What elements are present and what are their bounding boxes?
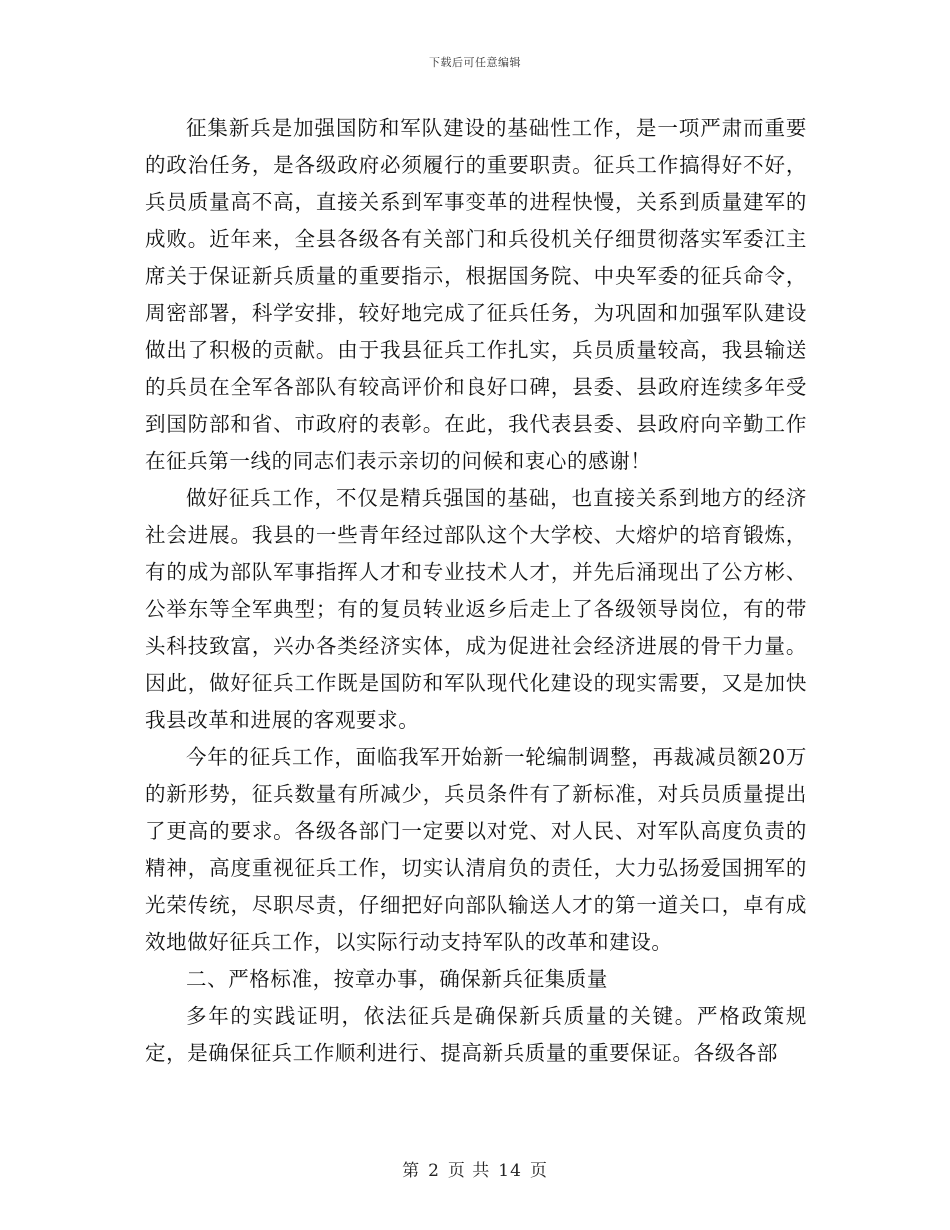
footer-middle: 页 共 (447, 1161, 491, 1181)
footer-total-pages: 14 (498, 1161, 522, 1181)
paragraph-1: 征集新兵是加强国防和军队建设的基础性工作，是一项严肃而重要的政治任务，是各级政府必须履行的重要职责。征兵工作搞得好不好，兵员质量高不高，直接关系到军事变革的进程快慢，关系到质量建军的成败。近年来，全县各级各有关部门和兵役机关仔细贯彻落实军委江主席关于保证新兵质量的重要指示，根据国务院、中央军委的征兵命令，周密部署，科学安排，较好地完成了征兵任务，为巩固和加强军队建设做出了积极的贡献。由于我县征兵工作扎实，兵员质量较高，我县输送的兵员在全军各部队有较高评价和良好口碑，县委、县政府连续多年受到国防部和省、市政府的表彰。在此，我代表县委、县政府向辛勤工作在征兵第一线的同志们表示亲切的问候和衷心的感谢！ (145, 116, 807, 473)
page-footer (0, 1156, 950, 1181)
section-heading: 二、严格标准，按章办事，确保新兵征集质量 (186, 967, 608, 991)
paragraph-2: 做好征兵工作，不仅是精兵强国的基础，也直接关系到地方的经济社会进展。我县的一些青年经过部队这个大学校、大熔炉的培育锻炼，有的成为部队军事指挥人才和专业技术人才，并先后涌现出了公方彬、公举东等全军典型；有的复员转业返乡后走上了各级领导岗位，有的带头科技致富，兴办各类经济实体，成为促进社会经济进展的骨干力量。因此，做好征兵工作既是国防和军队现代化建设的现实需要，又是加快我县改革和进展的客观要求。 (145, 486, 807, 732)
footer-page-number: 2 (428, 1161, 440, 1181)
paragraph-4: 多年的实践证明，依法征兵是确保新兵质量的关键。严格政策规定，是确保征兵工作顺利进行、提高新兵质量的重要保证。各级各部 (145, 1004, 807, 1065)
paragraph-3: 今年的征兵工作，面临我军开始新一轮编制调整，再裁减员额20万的新形势，征兵数量有所减少，兵员条件有了新标准，对兵员质量提出了更高的要求。各级各部门一定要以对党、对人民、对军队高度负责的精神，高度重视征兵工作，切实认清肩负的责任，大力弘扬爱国拥军的光荣传统，尽职尽责，仔细把好向部队输送人才的第一道关口，卓有成效地做好征兵工作，以实际行动支持军队的改革和建设。 (145, 745, 807, 954)
page-header: 下载后可任意编辑 (429, 56, 521, 69)
footer-prefix: 第 (402, 1161, 421, 1181)
footer-suffix: 页 (529, 1161, 548, 1181)
document-body (145, 110, 807, 1072)
